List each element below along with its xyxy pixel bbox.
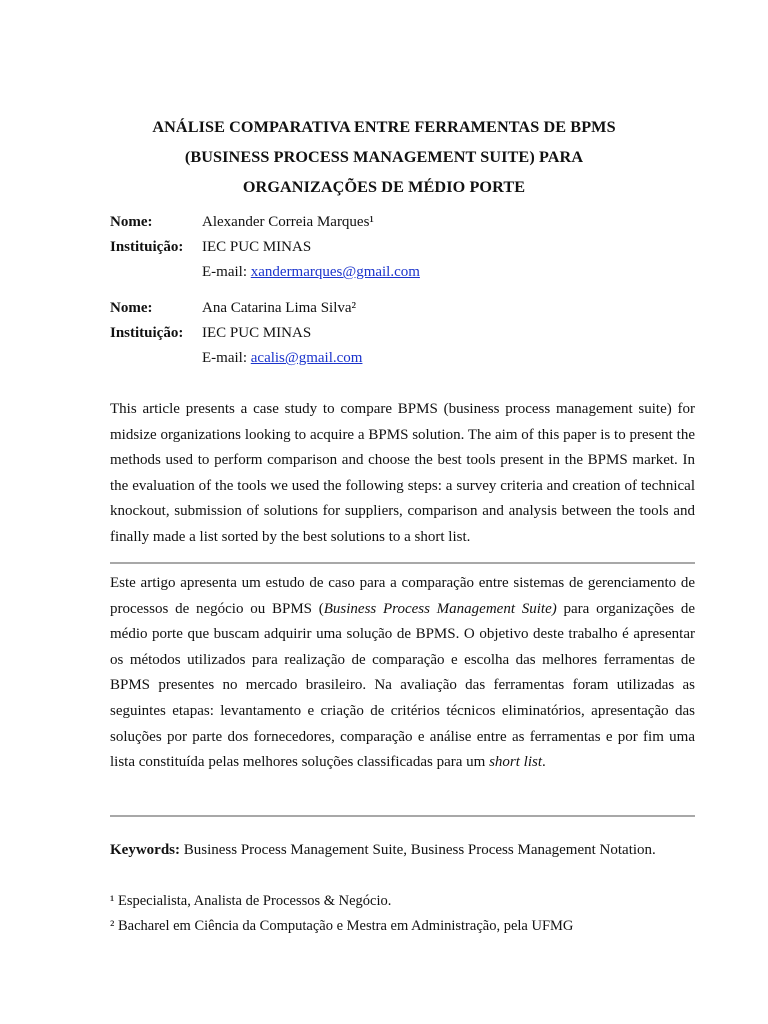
divider <box>110 562 695 564</box>
name-label: Nome: <box>110 214 153 230</box>
institution-label: Instituição: <box>110 325 184 341</box>
author-email-line <box>202 261 420 283</box>
name-label: Nome: <box>110 300 153 316</box>
email-label: E-mail: <box>202 264 247 280</box>
footnote-1: ¹ Especialista, Analista de Processos & Negócio. <box>110 893 392 909</box>
author-institution: IEC PUC MINAS <box>202 239 312 255</box>
footnote-2: ² Bacharel em Ciência da Computação e Mestra em Administração, pela UFMG <box>110 918 574 934</box>
paper-title <box>60 112 708 202</box>
divider <box>110 815 695 817</box>
abstract-english: This article presents a case study to compare BPMS (business process management suite) for midsize organizations looking to acquire a BPMS solution. The aim of this paper is to present the methods used to perform comparison and choose the best tools present in the BPMS market. In the evaluation of the tools we used the following steps: a survey criteria and creation of technical knockout, submission of solutions for suppliers, comparison and analysis between the tools and finally made a list sorted by the best solutions to a short list. <box>110 401 695 545</box>
email-label: E-mail: <box>202 350 247 366</box>
abstract-pt-italic-short-list: short list <box>489 754 542 771</box>
institution-label: Instituição: <box>110 239 184 255</box>
keywords <box>110 839 710 861</box>
abstract-pt-text-3: . <box>542 754 546 771</box>
abstract-pt-italic-term: Business Process Management Suite) <box>323 600 557 617</box>
keywords-text: Business Process Management Suite, Business Process Management Notation. <box>180 842 656 858</box>
title-line-1: ANÁLISE COMPARATIVA ENTRE FERRAMENTAS DE BPMS <box>152 118 616 136</box>
abstract-pt-text-1: Este artigo apresenta um estudo de caso para a comparação entre sistemas de gerenciamento de processos de negócio ou BPMS ( <box>110 575 695 617</box>
author-email-line <box>202 347 362 369</box>
title-line-3: ORGANIZAÇÕES DE MÉDIO PORTE <box>242 178 526 196</box>
author-name: Ana Catarina Lima Silva² <box>202 300 357 316</box>
author-email-link[interactable]: acalis@gmail.com <box>250 350 363 366</box>
keywords-label: Keywords: <box>110 842 180 858</box>
title-line-2: (BUSINESS PROCESS MANAGEMENT SUITE) PARA <box>184 148 584 166</box>
abstract-portuguese <box>110 571 695 776</box>
author-name: Alexander Correia Marques¹ <box>202 214 374 230</box>
author-email-link[interactable]: xandermarques@gmail.com <box>250 264 420 280</box>
author-institution: IEC PUC MINAS <box>202 325 312 341</box>
abstract-pt-text-2: para organizações de médio porte que buscam adquirir uma solução de BPMS. O objetivo deste trabalho é apresentar os métodos utilizados para realização de comparação e escolha das melhores ferramentas de BPMS presentes no mercado brasileiro. Na avaliação das ferramentas foram utilizadas as seguintes etapas: levantamento e criação de critérios técnicos eliminatórios, apresentação das soluções por parte dos fornecedores, comparação e análise entre as ferramentas e por fim uma lista constituída pelas melhores soluções classificadas para um <box>110 600 695 771</box>
